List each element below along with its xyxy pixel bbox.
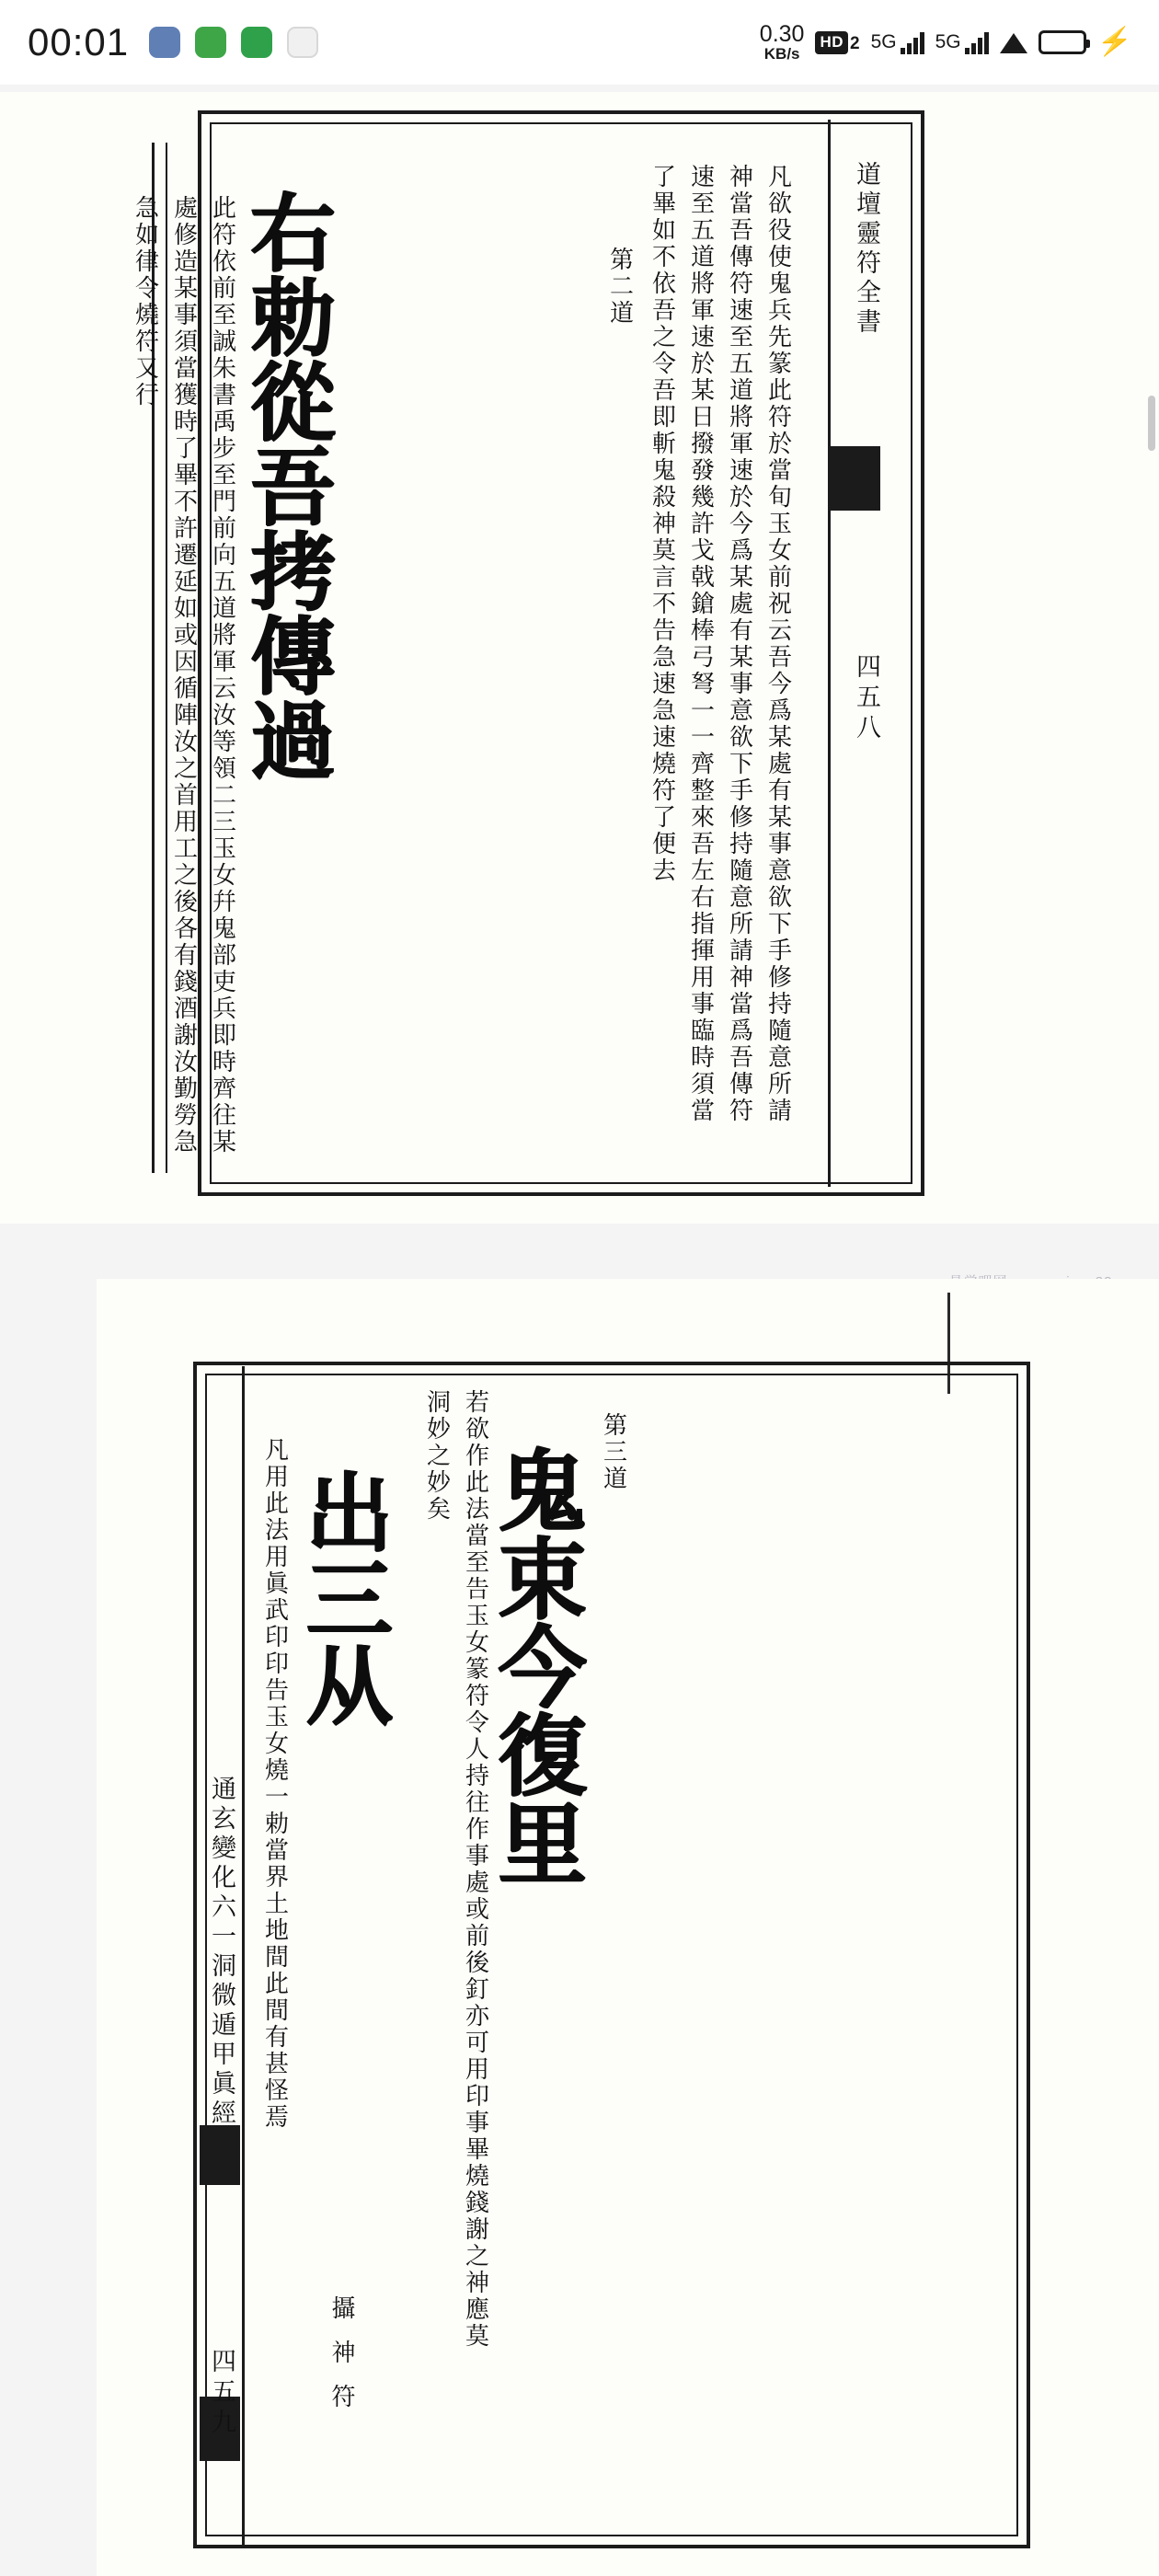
talisman-drawing: 右勅從吾拷傳過 [236, 189, 337, 781]
column-divider [242, 1366, 245, 2548]
text-column: 了畢如不依吾之令吾即斬鬼殺神莫言不告急速急速燒符了便去 [648, 164, 676, 884]
page-number: 四五九 [207, 2348, 235, 2439]
text-column: 神當吾傳符速至五道將軍速於今爲某處有某事意欲下手修持隨意所請神當爲吾傳符 [725, 164, 753, 1124]
scanned-page-459[interactable] [97, 1279, 1159, 2576]
talisman-drawing-right: 鬼束今復里 [484, 1444, 589, 1886]
signal-bars-icon [965, 30, 989, 54]
wifi-icon [1000, 31, 1027, 53]
battery-icon [1039, 30, 1086, 54]
column-divider [828, 120, 831, 1187]
status-notification-icons [149, 27, 318, 58]
signal-bars-icon [901, 30, 924, 54]
alipay-icon [241, 27, 272, 58]
text-column: 此符依前至誠朱書禹步至門前向五道將軍云汝等領二三玉女幷鬼部吏兵即時齊往某 [208, 195, 236, 1156]
sim2-label: 5G [935, 31, 961, 52]
text-column: 凡欲役使鬼兵先篆此符於當旬玉女前祝云吾今爲某處有某事意欲下手修持隨意所請 [763, 164, 792, 1124]
app-icon-blue [149, 27, 180, 58]
spine-rule-inner [166, 143, 167, 1173]
page-scrollbar[interactable] [1148, 396, 1155, 451]
sim2-signal [935, 30, 989, 54]
book-title: 道壇靈符全書 [852, 161, 880, 338]
text-column: 速至五道將軍速於某日撥發幾許戈戟鎗棒弓弩一一齊整來吾左右指揮用事臨時須當 [686, 164, 715, 1124]
spine-mark-block [830, 446, 880, 511]
hd-badge: HD [815, 31, 848, 54]
hd-indicator [815, 31, 859, 54]
network-speed-unit: KB/s [763, 45, 800, 63]
section-label: 第二道 [605, 247, 634, 327]
spine-mark-block [200, 2125, 240, 2185]
app-icon-cat [287, 27, 318, 58]
text-column: 若欲作此法當至告玉女篆符令人持往作事處或前後釘亦可用印事畢燒錢謝之神應莫 [461, 1389, 489, 2350]
status-bar [0, 0, 1159, 85]
hd-sub-label: 2 [850, 33, 860, 53]
status-clock: 00:01 [28, 20, 130, 63]
talisman-caption: 攝神符 [327, 2295, 355, 2428]
text-column: 洞妙之妙矣 [422, 1389, 451, 1523]
side-title: 通玄變化六一洞微遁甲眞經 [207, 1776, 235, 2129]
app-icon-green [195, 27, 226, 58]
status-right-group [760, 22, 1131, 63]
talisman-drawing-left: 出三从 [291, 1467, 393, 1727]
lightning-bolt-icon: ⚡ [1095, 27, 1133, 57]
text-column: 凡用此法用眞武印印告玉女燒一勅當界土地間此間有甚怪焉 [260, 1437, 289, 2131]
network-speed [760, 22, 805, 63]
text-column: 急如律令燒符又行 [131, 195, 159, 408]
network-speed-value: 0.30 [759, 20, 805, 47]
sim1-signal [871, 30, 924, 54]
sim1-label: 5G [870, 31, 897, 52]
scanned-page-458[interactable] [0, 92, 1159, 1224]
section-label: 第三道 [599, 1412, 627, 1492]
page-number: 四五八 [852, 653, 880, 744]
text-column: 處修造某事須當獲時了畢不許遷延如或因循陣汝之首用工之後各有錢酒謝汝勤勞急 [169, 195, 198, 1156]
